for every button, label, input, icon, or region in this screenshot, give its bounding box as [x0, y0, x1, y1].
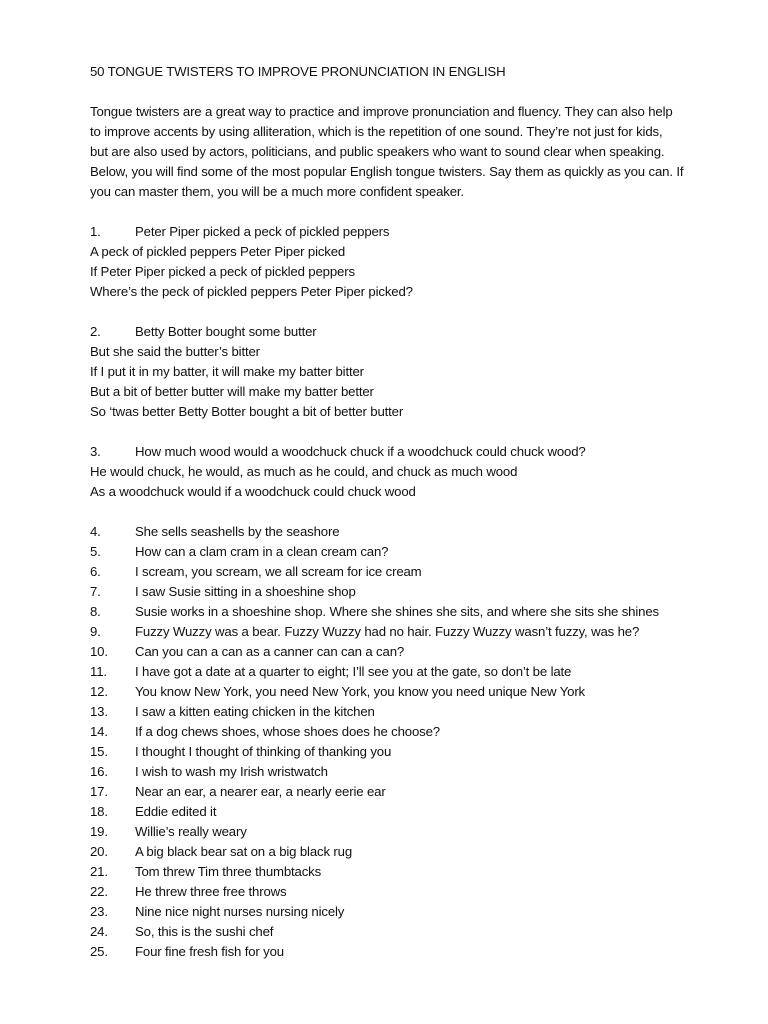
list-item [90, 642, 690, 662]
list-number: 7. [90, 584, 101, 599]
list-number: 6. [90, 564, 101, 579]
list-text: He threw three free throws [135, 884, 287, 899]
twister-text: How much wood would a woodchuck chuck if a woodchuck could chuck wood? [135, 444, 586, 459]
twister-list [90, 522, 690, 962]
intro-paragraph [90, 102, 690, 202]
list-text: Can you can a can as a canner can can a can? [135, 644, 405, 659]
list-number: 16. [90, 764, 108, 779]
list-number: 21. [90, 864, 108, 879]
list-item [90, 922, 690, 942]
list-number: 11. [90, 664, 107, 679]
list-item [90, 662, 690, 682]
list-item [90, 862, 690, 882]
document-title: 50 TONGUE TWISTERS TO IMPROVE PRONUNCIATION IN ENGLISH [90, 64, 506, 79]
list-text: Fuzzy Wuzzy was a bear. Fuzzy Wuzzy had no hair. Fuzzy Wuzzy wasn’t fuzzy, was he? [135, 624, 640, 639]
twister-text: Peter Piper picked a peck of pickled peppers [135, 224, 390, 239]
list-text: She sells seashells by the seashore [135, 524, 340, 539]
twister-line: But she said the butter’s bitter [90, 344, 260, 359]
twister-line: If Peter Piper picked a peck of pickled peppers [90, 264, 355, 279]
list-text: I saw Susie sitting in a shoeshine shop [135, 584, 356, 599]
twister-block [90, 322, 690, 422]
list-text: If a dog chews shoes, whose shoes does he choose? [135, 724, 440, 739]
list-item [90, 622, 690, 642]
list-item [90, 762, 690, 782]
list-number: 17. [90, 784, 108, 799]
list-item [90, 722, 690, 742]
list-text: Tom threw Tim three thumbtacks [135, 864, 322, 879]
twister-first-line [90, 222, 690, 242]
list-item [90, 942, 690, 962]
twister-line: As a woodchuck would if a woodchuck could chuck wood [90, 484, 416, 499]
list-number: 10. [90, 644, 108, 659]
twister-number: 3. [90, 444, 101, 459]
list-number: 24. [90, 924, 108, 939]
list-text: I saw a kitten eating chicken in the kitchen [135, 704, 375, 719]
twister-block [90, 222, 690, 302]
list-number: 15. [90, 744, 108, 759]
twister-line: But a bit of better butter will make my batter better [90, 384, 374, 399]
list-number: 12. [90, 684, 108, 699]
list-item [90, 562, 690, 582]
list-text: Susie works in a shoeshine shop. Where she shines she sits, and where she sits she shines [135, 604, 659, 619]
twister-block [90, 442, 690, 502]
intro-line: to improve accents by using alliteration, which is the repetition of one sound. They’re not just for kids, [90, 124, 663, 139]
list-number: 8. [90, 604, 101, 619]
list-number: 5. [90, 544, 101, 559]
list-text: I scream, you scream, we all scream for ice cream [135, 564, 422, 579]
list-item [90, 522, 690, 542]
list-item [90, 742, 690, 762]
list-number: 18. [90, 804, 108, 819]
intro-line: Below, you will find some of the most popular English tongue twisters. Say them as quickly as you can. If [90, 164, 684, 179]
list-text: So, this is the sushi chef [135, 924, 274, 939]
list-item [90, 582, 690, 602]
list-text: I thought I thought of thinking of thanking you [135, 744, 392, 759]
list-item [90, 842, 690, 862]
twister-line: He would chuck, he would, as much as he could, and chuck as much wood [90, 464, 518, 479]
intro-line: you can master them, you will be a much more confident speaker. [90, 184, 464, 199]
list-number: 9. [90, 624, 101, 639]
twister-line: Where’s the peck of pickled peppers Peter Piper picked? [90, 284, 413, 299]
list-text: Four fine fresh fish for you [135, 944, 284, 959]
twister-number: 1. [90, 224, 101, 239]
list-item [90, 782, 690, 802]
list-text: I have got a date at a quarter to eight; I’ll see you at the gate, so don’t be late [135, 664, 572, 679]
list-number: 19. [90, 824, 108, 839]
twister-first-line [90, 322, 690, 342]
list-number: 4. [90, 524, 101, 539]
list-number: 23. [90, 904, 108, 919]
list-item [90, 542, 690, 562]
list-item [90, 822, 690, 842]
list-number: 22. [90, 884, 108, 899]
list-text: Nine nice night nurses nursing nicely [135, 904, 345, 919]
twister-line: A peck of pickled peppers Peter Piper picked [90, 244, 346, 259]
list-text: Willie’s really weary [135, 824, 247, 839]
list-text: Near an ear, a nearer ear, a nearly eerie ear [135, 784, 386, 799]
list-item [90, 682, 690, 702]
list-number: 13. [90, 704, 108, 719]
list-text: How can a clam cram in a clean cream can? [135, 544, 389, 559]
twister-line: So ‘twas better Betty Botter bought a bit of better butter [90, 404, 404, 419]
twister-first-line [90, 442, 690, 462]
list-item [90, 602, 690, 622]
list-text: Eddie edited it [135, 804, 217, 819]
list-item [90, 802, 690, 822]
list-text: A big black bear sat on a big black rug [135, 844, 353, 859]
intro-line: Tongue twisters are a great way to practice and improve pronunciation and fluency. They can also help [90, 104, 673, 119]
list-number: 25. [90, 944, 108, 959]
list-item [90, 882, 690, 902]
list-number: 20. [90, 844, 108, 859]
list-number: 14. [90, 724, 108, 739]
twister-line: If I put it in my batter, it will make my batter bitter [90, 364, 364, 379]
document-body [90, 62, 690, 962]
twister-text: Betty Botter bought some butter [135, 324, 317, 339]
twister-number: 2. [90, 324, 101, 339]
intro-line: but are also used by actors, politicians, and public speakers who want to sound clear when speaking. [90, 144, 665, 159]
list-item [90, 702, 690, 722]
list-text: I wish to wash my Irish wristwatch [135, 764, 328, 779]
list-item [90, 902, 690, 922]
list-text: You know New York, you need New York, you know you need unique New York [135, 684, 585, 699]
